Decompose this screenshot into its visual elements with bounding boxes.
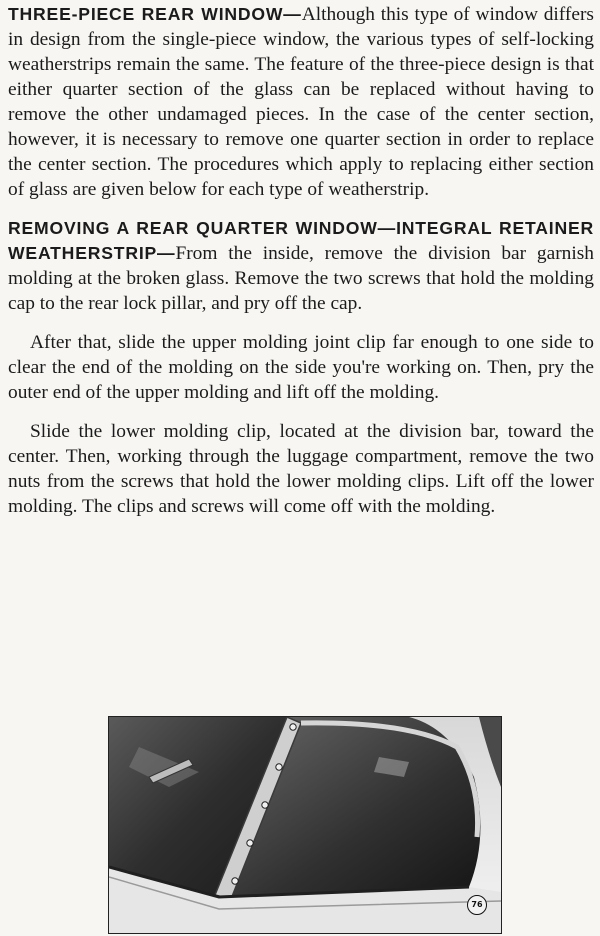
rear-window-illustration bbox=[109, 717, 501, 933]
paragraph-three-piece-rear-window bbox=[8, 2, 594, 202]
paragraph-upper-molding: After that, slide the upper molding joint clip far enough to one side to clear the end of the molding on the side you're working on. Then, pry the outer end of the upper molding and lift off the molding. bbox=[8, 332, 594, 403]
rear-window-photo bbox=[108, 716, 502, 934]
manual-text bbox=[8, 2, 594, 533]
heading-removing-rear-quarter-window: REMOVING A REAR QUARTER WINDOW—INTEGRAL RETAINER WEATHERSTRIP— bbox=[8, 218, 594, 263]
figure-number-badge: 76 bbox=[467, 895, 487, 915]
paragraph-lower-molding: Slide the lower molding clip, located at the division bar, toward the center. Then, working through the luggage compartment, remove the two nuts from the screws that hold the lower molding clips. Lift off the lower molding. The clips and screws will come off with the molding. bbox=[8, 421, 594, 517]
body-three-piece-rear-window: Although this type of window differs in design from the single-piece window, the various types of self-locking weatherstrips remain the same. The feature of the three-piece design is that either quarter section of the glass can be replaced without having to remove the other undamaged pieces. In the case of the center section, however, it is necessary to remove one quarter section in order to replace the center section. The procedures which apply to replacing either section of glass are given below for each type of weatherstrip. bbox=[8, 4, 594, 200]
heading-three-piece-rear-window: THREE-PIECE REAR WINDOW— bbox=[8, 4, 302, 24]
body-removing-rear-quarter-window: From the inside, remove the division bar garnish molding at the broken glass. Remove the two screws that hold the molding cap to the rear lock pillar, and pry off the cap. bbox=[8, 243, 594, 314]
paragraph-removing-rear-quarter-window bbox=[8, 216, 594, 316]
